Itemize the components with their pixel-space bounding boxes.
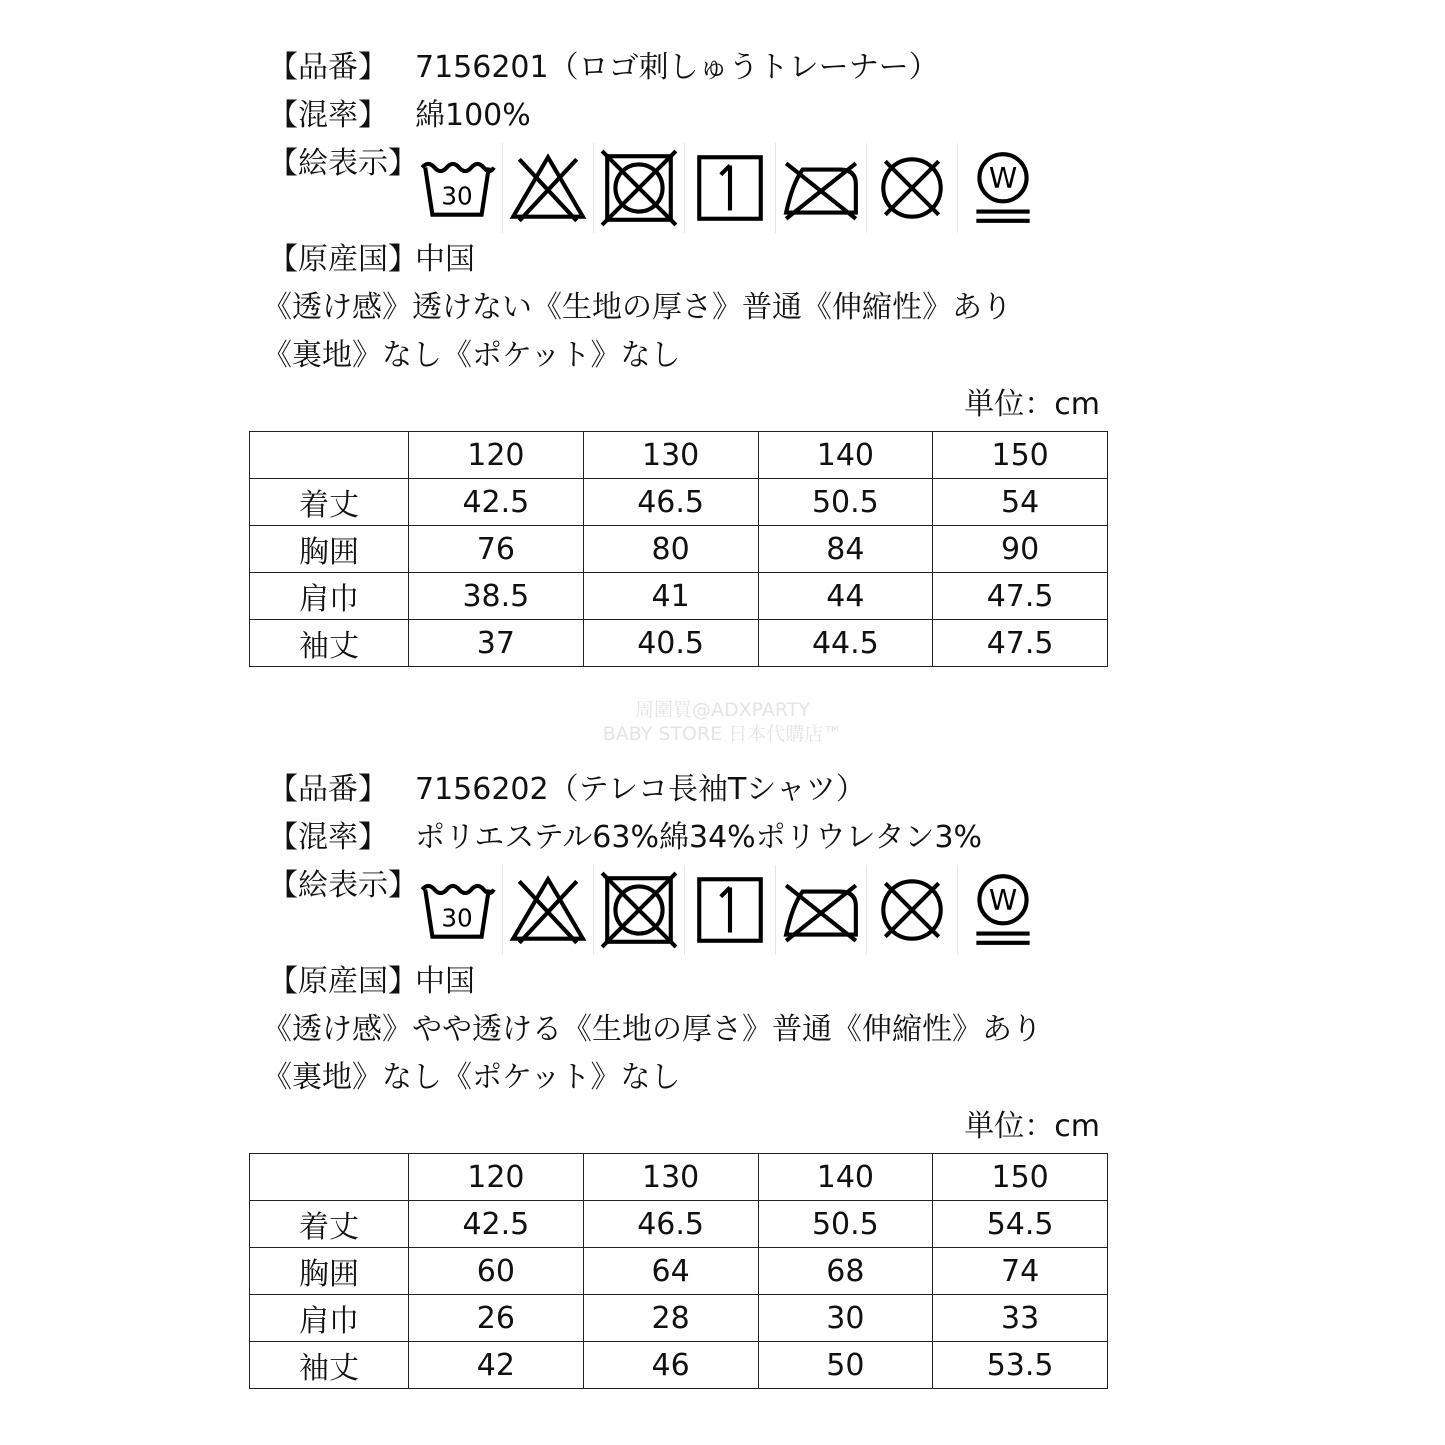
table-row	[250, 479, 1108, 526]
care-symbols	[412, 143, 1048, 233]
no-tumble-dry-icon	[594, 865, 685, 955]
no-bleach-icon	[503, 865, 594, 955]
care-symbols-label: 【絵表示】	[268, 868, 418, 903]
line-dry-icon	[685, 143, 776, 233]
material-value: ポリエステル63%綿34%ポリウレタン3%	[415, 820, 983, 855]
watermark-line-2: BABY STORE 日本代購店™	[602, 723, 843, 745]
table-row	[250, 526, 1108, 573]
table-cell: 38.5	[409, 573, 584, 620]
table-header-row	[250, 1154, 1108, 1201]
item-number-value: 7156202（テレコ長袖Tシャツ）	[415, 772, 866, 807]
wash-30-icon	[412, 865, 503, 955]
origin-value: 中国	[415, 964, 475, 999]
origin-label: 【原産国】	[268, 242, 418, 277]
table-cell: 42.5	[409, 1201, 584, 1248]
table-cell: 54	[933, 479, 1108, 526]
table-row-label: 着丈	[250, 479, 409, 526]
no-dry-clean-icon	[867, 143, 958, 233]
item-number-label: 【品番】	[268, 772, 388, 807]
material-label: 【混率】	[268, 820, 388, 855]
table-row	[250, 1248, 1108, 1295]
table-cell: 74	[933, 1248, 1108, 1295]
no-iron-icon	[776, 143, 867, 233]
table-cell: 46	[583, 1342, 758, 1389]
table-cell: 60	[409, 1248, 584, 1295]
table-row-label: 肩巾	[250, 573, 409, 620]
table-cell: 47.5	[933, 620, 1108, 667]
wet-clean-icon	[958, 143, 1048, 233]
wet-clean-letter: W	[988, 161, 1018, 195]
table-header-cell: 140	[758, 432, 933, 479]
wash-temperature: 30	[441, 181, 473, 211]
table-header-cell: 150	[933, 432, 1108, 479]
table-header-row	[250, 432, 1108, 479]
table-cell: 26	[409, 1295, 584, 1342]
table-row	[250, 573, 1108, 620]
line-dry-icon	[685, 865, 776, 955]
table-row	[250, 1201, 1108, 1248]
table-row-label: 袖丈	[250, 1342, 409, 1389]
size-table	[249, 431, 1108, 667]
table-cell: 46.5	[583, 479, 758, 526]
table-row	[250, 620, 1108, 667]
origin-value: 中国	[415, 242, 475, 277]
table-cell: 47.5	[933, 573, 1108, 620]
material-value: 綿100%	[415, 98, 531, 133]
table-cell: 80	[583, 526, 758, 573]
item-number-label: 【品番】	[268, 50, 388, 85]
attributes-line-2: 《裏地》なし《ポケット》なし	[262, 338, 681, 373]
table-cell: 76	[409, 526, 584, 573]
table-row-label: 肩巾	[250, 1295, 409, 1342]
table-header-cell	[250, 432, 409, 479]
no-dry-clean-icon	[867, 865, 958, 955]
table-cell: 50.5	[758, 479, 933, 526]
table-header-cell: 120	[409, 1154, 584, 1201]
material-label: 【混率】	[268, 98, 388, 133]
table-header-cell: 130	[583, 432, 758, 479]
item-number-value: 7156201（ロゴ刺しゅうトレーナー）	[415, 50, 939, 85]
wash-temperature: 30	[441, 903, 473, 933]
table-cell: 54.5	[933, 1201, 1108, 1248]
table-cell: 50	[758, 1342, 933, 1389]
origin-label: 【原産国】	[268, 964, 418, 999]
care-symbols	[412, 865, 1048, 955]
table-cell: 30	[758, 1295, 933, 1342]
table-cell: 42	[409, 1342, 584, 1389]
table-cell: 44	[758, 573, 933, 620]
watermark-line-1: 周圍買@ADXPARTY	[635, 699, 810, 721]
product-section-1	[0, 0, 1445, 722]
unit-label: 単位：cm	[964, 1109, 1100, 1144]
wash-30-icon	[412, 143, 503, 233]
no-iron-icon	[776, 865, 867, 955]
table-row-label: 着丈	[250, 1201, 409, 1248]
table-cell: 40.5	[583, 620, 758, 667]
table-cell: 90	[933, 526, 1108, 573]
table-cell: 28	[583, 1295, 758, 1342]
table-cell: 64	[583, 1248, 758, 1295]
table-cell: 53.5	[933, 1342, 1108, 1389]
wet-clean-letter: W	[988, 883, 1018, 917]
no-bleach-icon	[503, 143, 594, 233]
table-header-cell: 120	[409, 432, 584, 479]
table-cell: 33	[933, 1295, 1108, 1342]
table-cell: 46.5	[583, 1201, 758, 1248]
table-cell: 42.5	[409, 479, 584, 526]
size-table	[249, 1153, 1108, 1389]
no-tumble-dry-icon	[594, 143, 685, 233]
table-cell: 41	[583, 573, 758, 620]
care-symbols-label: 【絵表示】	[268, 146, 418, 181]
wet-clean-icon	[958, 865, 1048, 955]
attributes-line-1: 《透け感》透けない《生地の厚さ》普通《伸縮性》あり	[262, 290, 1012, 325]
table-row	[250, 1295, 1108, 1342]
table-row-label: 袖丈	[250, 620, 409, 667]
table-header-cell: 150	[933, 1154, 1108, 1201]
table-cell: 44.5	[758, 620, 933, 667]
table-row-label: 胸囲	[250, 526, 409, 573]
table-cell: 50.5	[758, 1201, 933, 1248]
table-cell: 37	[409, 620, 584, 667]
table-row	[250, 1342, 1108, 1389]
attributes-line-1: 《透け感》やや透ける《生地の厚さ》普通《伸縮性》あり	[262, 1012, 1042, 1047]
table-cell: 68	[758, 1248, 933, 1295]
product-section-2	[0, 722, 1445, 1444]
table-header-cell: 140	[758, 1154, 933, 1201]
attributes-line-2: 《裏地》なし《ポケット》なし	[262, 1060, 681, 1095]
table-cell: 84	[758, 526, 933, 573]
table-header-cell	[250, 1154, 409, 1201]
table-row-label: 胸囲	[250, 1248, 409, 1295]
unit-label: 単位：cm	[964, 387, 1100, 422]
table-header-cell: 130	[583, 1154, 758, 1201]
